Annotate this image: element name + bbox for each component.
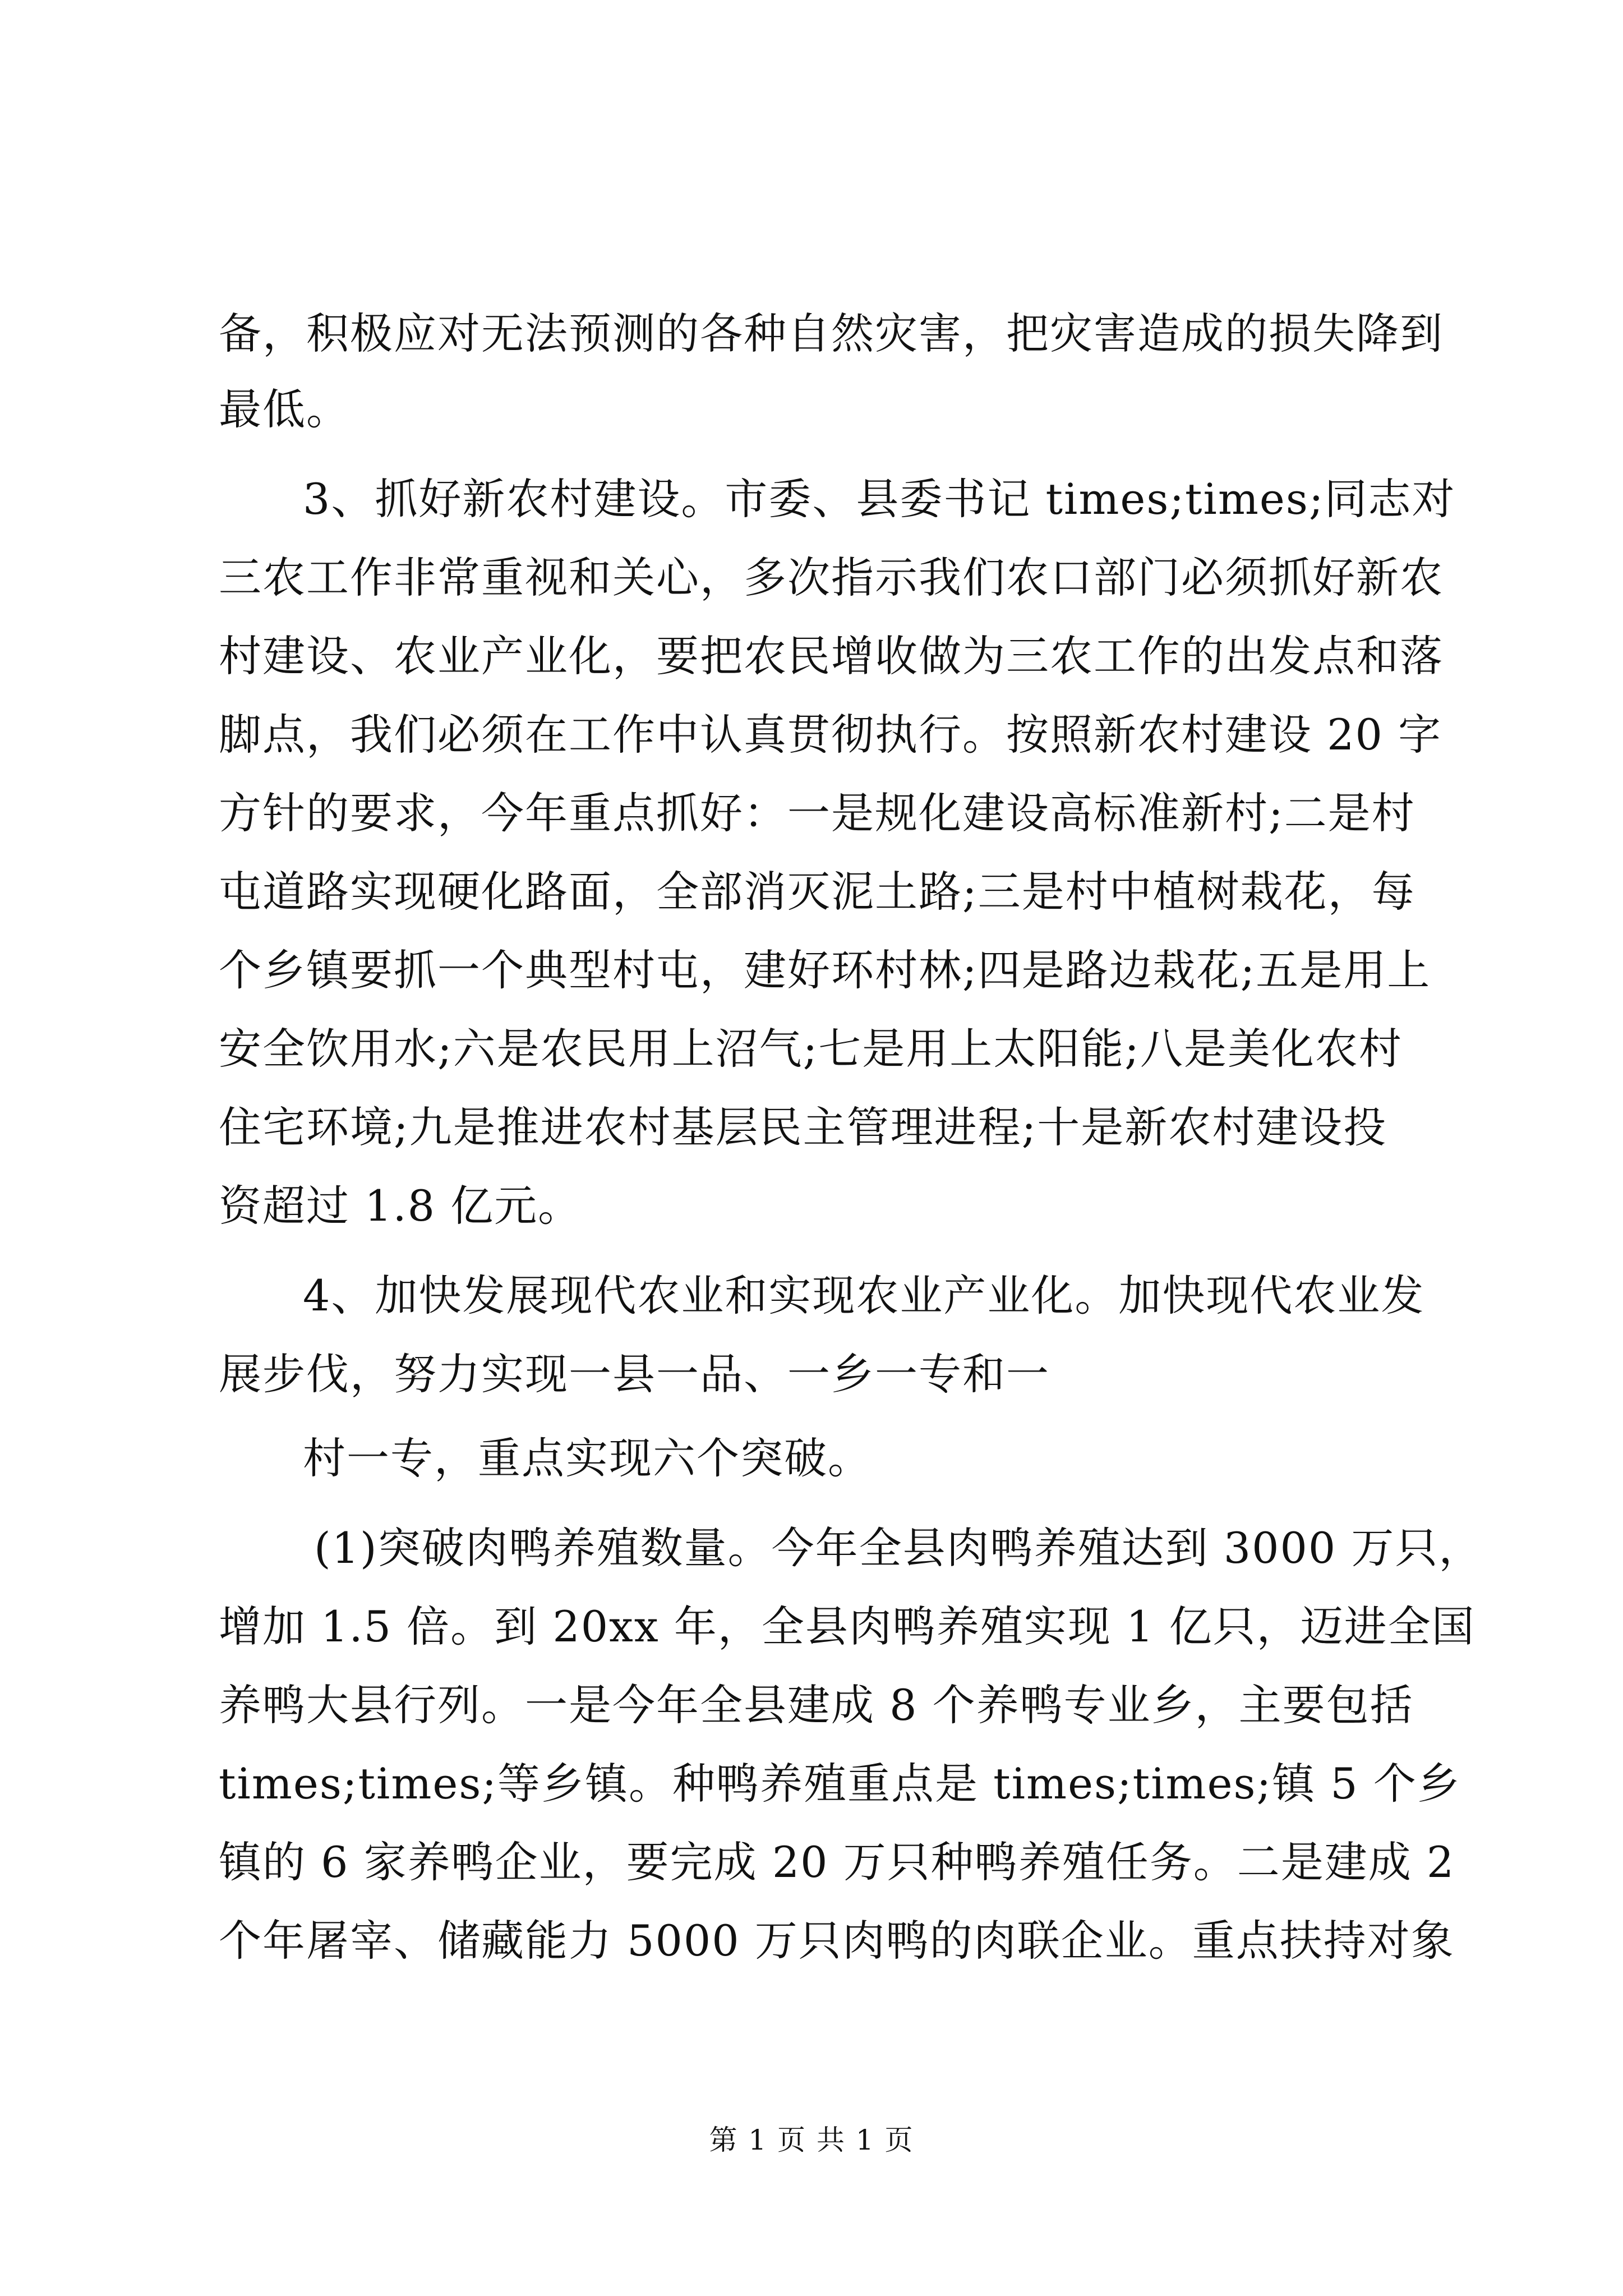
text-line: 屯道路实现硬化路面，全部消灭泥土路;三是村中植树栽花，每 [219, 867, 1415, 917]
text-line: 个乡镇要抓一个典型村屯，建好环村林;四是路边栽花;五是用上 [219, 945, 1431, 995]
text-line: 方针的要求，今年重点抓好：一是规化建设高标准新村;二是村 [219, 788, 1415, 838]
text-line: times;times;等乡镇。种鸭养殖重点是 times;times;镇 5 个乡 [219, 1759, 1461, 1809]
text-line: 安全饮用水;六是农民用上沼气;七是用上太阳能;八是美化农村 [219, 1024, 1403, 1074]
page-footer: 第 1 页 共 1 页 [709, 2124, 914, 2156]
text-line: 三农工作非常重视和关心，多次指示我们农口部门必须抓好新农 [219, 553, 1444, 602]
text-line: 4、加快发展现代农业和实现农业产业化。加快现代农业发 [303, 1271, 1425, 1320]
text-line: 个年屠宰、储藏能力 5000 万只肉鸭的肉联企业。重点扶持对象 [219, 1916, 1455, 1966]
text-line: 村建设、农业产业化，要把农民增收做为三农工作的出发点和落 [219, 631, 1444, 681]
text-line: 最低。 [219, 384, 350, 434]
text-line: 村一专，重点实现六个突破。 [303, 1433, 872, 1483]
text-line: 3、抓好新农村建设。市委、县委书记 times;times;同志对 [303, 474, 1456, 524]
text-line: 备，积极应对无法预测的各种自然灾害，把灾害造成的损失降到 [219, 309, 1444, 358]
text-line: 脚点，我们必须在工作中认真贯彻执行。按照新农村建设 20 字 [219, 710, 1442, 760]
text-line: 资超过 1.8 亿元。 [219, 1181, 582, 1231]
text-line: 镇的 6 家养鸭企业，要完成 20 万只种鸭养殖任务。二是建成 2 [219, 1837, 1455, 1887]
text-line: (1)突破肉鸭养殖数量。今年全县肉鸭养殖达到 3000 万只， [314, 1523, 1483, 1573]
text-line: 养鸭大县行列。一是今年全县建成 8 个养鸭专业乡，主要包括 [219, 1680, 1414, 1730]
text-line: 住宅环境;九是推进农村基层民主管理进程;十是新农村建设投 [219, 1102, 1387, 1152]
text-line: 展步伐，努力实现一县一品、一乡一专和一 [219, 1349, 1050, 1399]
text-line: 增加 1.5 倍。到 20xx 年，全县肉鸭养殖实现 1 亿只，迈进全国 [219, 1602, 1476, 1651]
